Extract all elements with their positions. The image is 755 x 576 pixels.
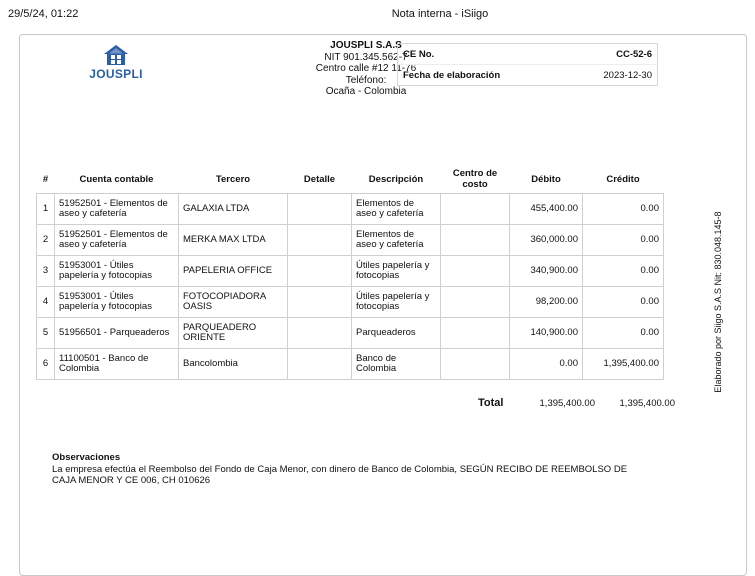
row-number: 5 — [37, 318, 55, 349]
header-detalle: Detalle — [303, 173, 336, 185]
header-descripcion: Descripción — [368, 173, 424, 185]
total-debito: 1,395,400.00 — [539, 398, 595, 409]
row-number: 4 — [37, 287, 55, 318]
row-tercero: MERKA MAX LTDA — [179, 225, 288, 256]
row-centro — [441, 287, 510, 318]
row-debito: 140,900.00 — [510, 318, 583, 349]
company-phone: Teléfono: — [345, 74, 387, 86]
row-detalle — [288, 349, 352, 380]
row-cuenta: 11100501 - Banco de Colombia — [55, 349, 179, 380]
row-debito: 98,200.00 — [510, 287, 583, 318]
row-cuenta: 51952501 - Elementos de aseo y cafetería — [55, 194, 179, 225]
table-row — [37, 256, 664, 287]
row-credito: 0.00 — [583, 318, 664, 349]
row-detalle — [288, 287, 352, 318]
row-tercero: Bancolombia — [179, 349, 288, 380]
row-tercero: PARQUEADERO ORIENTE — [179, 318, 288, 349]
table-row — [37, 287, 664, 318]
company-address: Centro calle #12 11-76 — [315, 63, 417, 74]
row-centro — [441, 225, 510, 256]
row-debito: 0.00 — [510, 349, 583, 380]
ce-number-row — [398, 44, 657, 64]
row-number: 1 — [37, 194, 55, 225]
row-tercero: FOTOCOPIADORA OASIS — [179, 287, 288, 318]
row-descripcion: Útiles papelería y fotocopias — [352, 256, 441, 287]
row-credito: 0.00 — [583, 194, 664, 225]
total-label: Total — [478, 397, 504, 409]
row-centro — [441, 318, 510, 349]
row-number: 3 — [37, 256, 55, 287]
row-debito: 455,400.00 — [510, 194, 583, 225]
row-detalle — [288, 318, 352, 349]
row-cuenta: 51953001 - Útiles papelería y fotocopias — [55, 287, 179, 318]
observations-section — [52, 452, 652, 487]
row-centro — [441, 256, 510, 287]
table-row — [37, 194, 664, 225]
row-credito: 1,395,400.00 — [583, 349, 664, 380]
observations-text: La empresa efectúa el Reembolso del Fondo de Caja Menor, con dinero de Banco de Colombia, SEGÚN RECIBO DE REEMBOLSO DE CAJA MENOR Y CE 006, CH 010626 — [52, 463, 628, 486]
table-row — [37, 349, 664, 380]
row-number: 6 — [37, 349, 55, 380]
company-logo — [80, 44, 152, 81]
header-tercero: Tercero — [215, 173, 251, 185]
row-descripcion: Parqueaderos — [352, 318, 441, 349]
entries-table — [36, 165, 664, 380]
row-centro — [441, 349, 510, 380]
row-cuenta: 51952501 - Elementos de aseo y cafetería — [55, 225, 179, 256]
company-name: JOUSPLI S.A.S — [330, 40, 402, 51]
house-icon — [103, 44, 129, 66]
header-cuenta: Cuenta contable — [79, 173, 154, 185]
ce-number-value: CC-52-6 — [616, 48, 652, 60]
date-label: Fecha de elaboración — [403, 69, 501, 81]
side-credit-note: Elaborado por Siigo S.A.S Nit: 830.048.145-8 — [713, 211, 723, 393]
header-centro-costo: Centro de costo — [452, 168, 498, 190]
total-credito: 1,395,400.00 — [619, 398, 675, 409]
row-detalle — [288, 225, 352, 256]
row-cuenta: 51953001 - Útiles papelería y fotocopias — [55, 256, 179, 287]
row-credito: 0.00 — [583, 256, 664, 287]
row-detalle — [288, 194, 352, 225]
logo-text: JOUSPLI — [89, 67, 143, 81]
print-page-title: Nota interna - iSiigo — [391, 8, 489, 20]
row-debito: 340,900.00 — [510, 256, 583, 287]
table-row — [37, 225, 664, 256]
header-credito: Crédito — [606, 173, 640, 185]
ce-number-label: CE No. — [403, 48, 435, 60]
date-row — [398, 64, 657, 85]
date-value: 2023-12-30 — [603, 69, 652, 81]
row-descripcion: Útiles papelería y fotocopias — [352, 287, 441, 318]
row-tercero: PAPELERIA OFFICE — [179, 256, 288, 287]
row-credito: 0.00 — [583, 287, 664, 318]
table-row — [37, 318, 664, 349]
company-city: Ocaña - Colombia — [325, 86, 407, 97]
row-detalle — [288, 256, 352, 287]
row-centro — [441, 194, 510, 225]
table-header-row — [37, 165, 664, 194]
row-descripcion: Banco de Colombia — [352, 349, 441, 380]
row-credito: 0.00 — [583, 225, 664, 256]
row-cuenta: 51956501 - Parqueaderos — [55, 318, 179, 349]
header-number: # — [42, 173, 49, 185]
header-debito: Débito — [531, 173, 561, 185]
company-nit: NIT 901.345.562-7 — [324, 51, 408, 63]
print-datetime: 29/5/24, 01:22 — [8, 8, 79, 20]
row-debito: 360,000.00 — [510, 225, 583, 256]
row-tercero: GALAXIA LTDA — [179, 194, 288, 225]
row-number: 2 — [37, 225, 55, 256]
observations-title: Observaciones — [52, 452, 121, 463]
document-number-box — [397, 43, 658, 86]
row-descripcion: Elementos de aseo y cafetería — [352, 225, 441, 256]
row-descripcion: Elementos de aseo y cafetería — [352, 194, 441, 225]
